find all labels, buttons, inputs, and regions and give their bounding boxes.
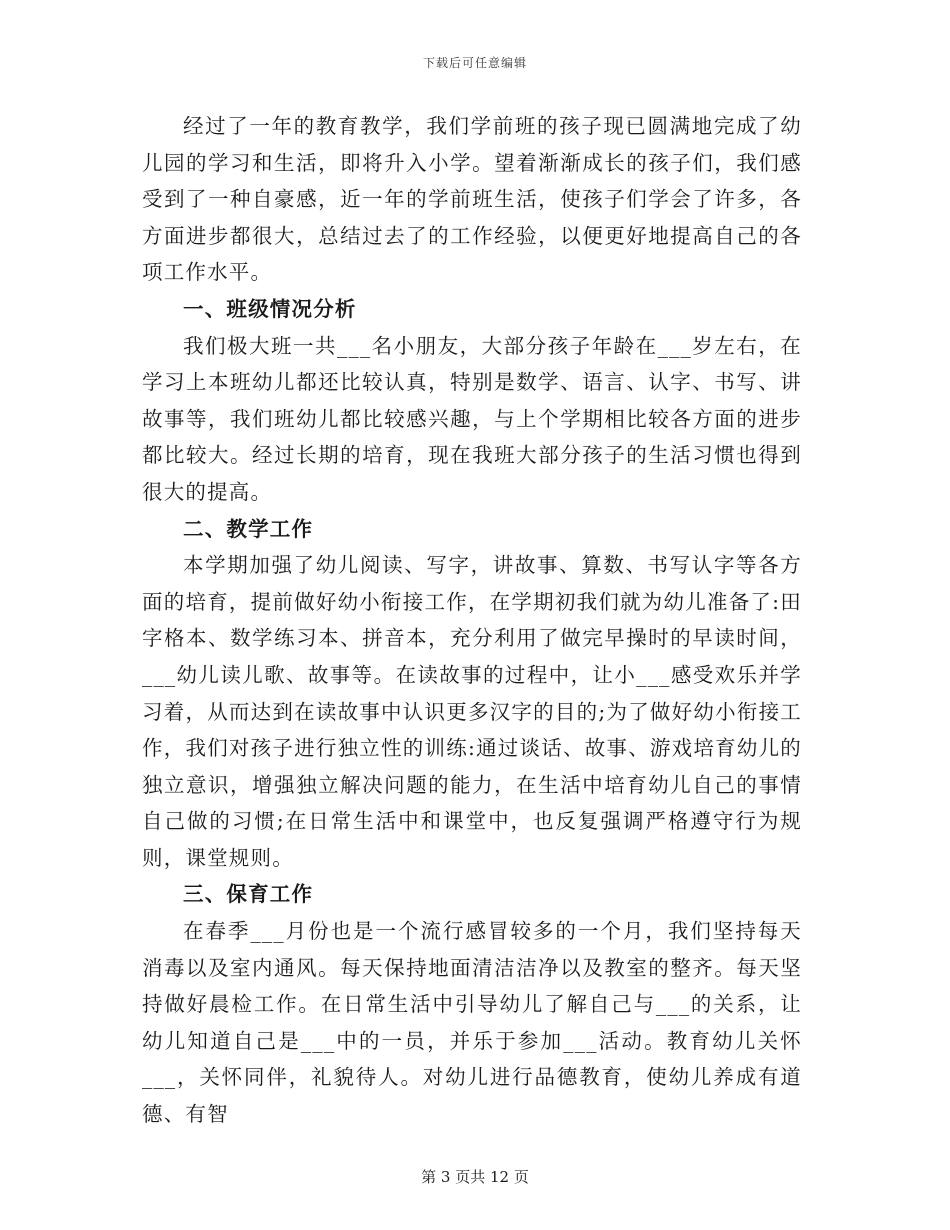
section-heading-care: 三、保育工作 bbox=[183, 882, 314, 907]
document-body bbox=[142, 108, 802, 1133]
header-note: 下载后可任意编辑 bbox=[422, 56, 527, 70]
section-heading-teaching: 二、教学工作 bbox=[183, 516, 314, 541]
intro-paragraph: 经过了一年的教育教学，我们学前班的孩子现已圆满地完成了幼儿园的学习和生活，即将升入小学。望着渐渐成长的孩子们，我们感受到了一种自豪感，近一年的学前班生活，使孩子们学会了许多，各方面进步都很大，总结过去了的工作经验，以便更好地提高自己的各项工作水平。 bbox=[142, 114, 802, 285]
section-heading-class-analysis: 一、班级情况分析 bbox=[183, 296, 357, 321]
section-text-class-analysis: 我们极大班一共___名小朋友，大部分孩子年龄在___岁左右，在学习上本班幼儿都还比较认真，特别是数学、语言、认字、书写、讲故事等，我们班幼儿都比较感兴趣，与上个学期相比较各方面的进步都比较大。经过长期的培育，现在我班大部分孩子的生活习惯也得到很大的提高。 bbox=[142, 333, 802, 504]
page-number: 第 3 页共 12 页 bbox=[421, 1168, 529, 1186]
section-text-teaching: 本学期加强了幼儿阅读、写字，讲故事、算数、书写认字等各方面的培育，提前做好幼小衔接工作，在学期初我们就为幼儿准备了:田字格本、数学练习本、拼音本，充分利用了做完早操时的早读时间，___幼儿读儿歌、故事等。在读故事的过程中，让小___感受欢乐并学习着，从而达到在读故事中认识更多汉字的目的;为了做好幼小衔接工作，我们对孩子进行独立性的训练:通过谈话、故事、游戏培育幼儿的独立意识，增强独立解决问题的能力，在生活中培育幼儿自己的事情自己做的习惯;在日常生活中和课堂中，也反复强调严格遵守行为规则，课堂规则。 bbox=[142, 553, 802, 870]
section-text-care: 在春季___月份也是一个流行感冒较多的一个月，我们坚持每天消毒以及室内通风。每天保持地面清洁洁净以及教室的整齐。每天坚持做好晨检工作。在日常生活中引导幼儿了解自己与___的关系，让幼儿知道自己是___中的一员，并乐于参加___活动。教育幼儿关怀___，关怀同伴，礼貌待人。对幼儿进行品德教育，使幼儿养成有道德、有智 bbox=[142, 919, 802, 1127]
